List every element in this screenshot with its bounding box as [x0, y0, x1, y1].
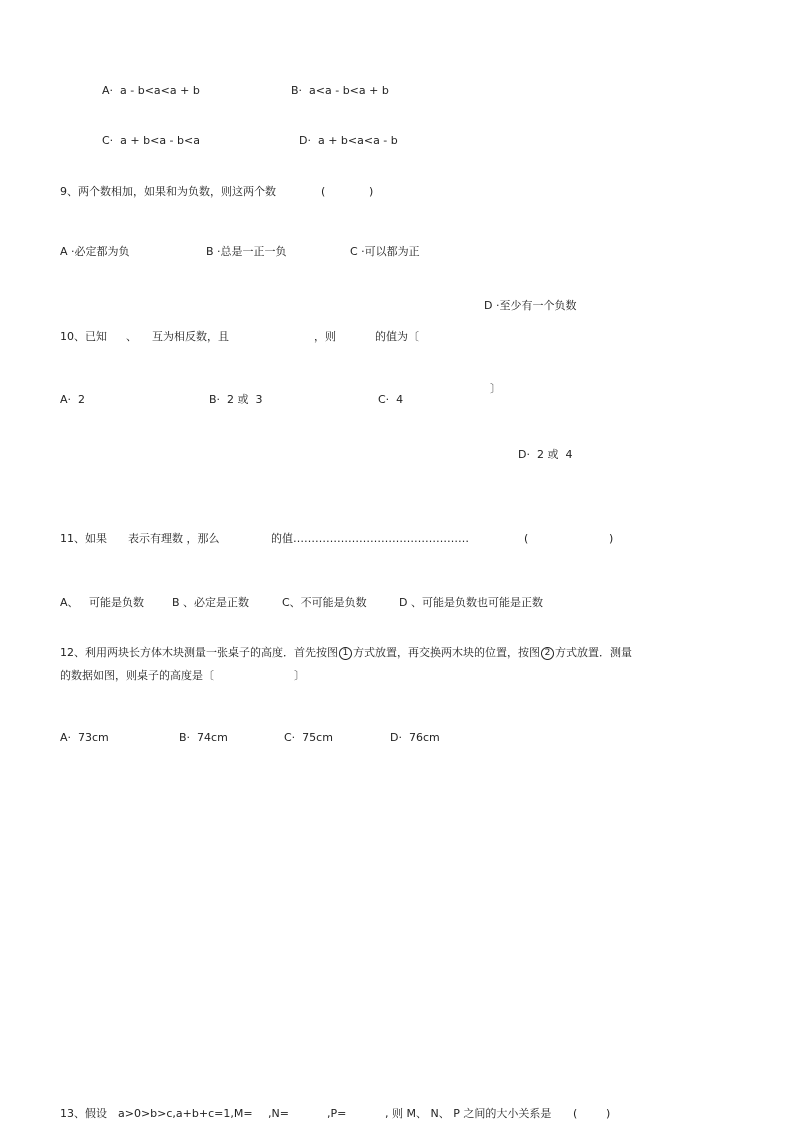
- q12-stem-text-a: 12、利用两块长方体木块测量一张桌子的高度．首先按图: [60, 646, 338, 659]
- q8-option-d: D· a + b<a<a - b: [299, 134, 398, 147]
- q10-stem-part-3: 互为相反数，且: [152, 330, 229, 343]
- q9-paren-close: ): [369, 185, 374, 198]
- q13-paren-open: (: [573, 1107, 578, 1120]
- q13-stem-part-4: ,P=: [327, 1107, 347, 1120]
- q11-stem-part-1: 11、如果: [60, 532, 107, 545]
- q11-stem-part-3: 的值…………………………………………: [271, 532, 469, 545]
- q12-stem-line-1: [60, 646, 632, 660]
- q10-stem-part-5: 的值为〔: [375, 330, 419, 343]
- q12-option-c: C· 75cm: [284, 731, 333, 744]
- q13-paren-close: ): [606, 1107, 611, 1120]
- q12-option-b: B· 74cm: [179, 731, 228, 744]
- q11-stem-part-2: 表示有理数 ，那么: [128, 532, 220, 545]
- q11-paren-open: (: [524, 532, 529, 545]
- q11-option-d: D 、可能是负数也可能是正数: [399, 596, 543, 609]
- q13-stem-part-3: ,N=: [268, 1107, 289, 1120]
- q13-stem-part-2: a>0>b>c,a+b+c=1,M=: [118, 1107, 253, 1120]
- q10-stem-part-2: 、: [126, 330, 137, 343]
- q9-option-d: D ·至少有一个负数: [484, 299, 577, 312]
- q9-paren-open: (: [321, 185, 326, 198]
- q10-bracket-close: 〕: [490, 382, 501, 395]
- q12-option-a: A· 73cm: [60, 731, 109, 744]
- q12-stem-text-c: 方式放置．测量: [555, 646, 632, 659]
- figure-1-marker: 1: [339, 647, 352, 660]
- q12-stem-text-b: 方式放置，再交换两木块的位置，按图: [353, 646, 540, 659]
- q11-paren-close: ): [609, 532, 614, 545]
- q12-stem-line-2: 的数据如图，则桌子的高度是〔: [60, 669, 214, 682]
- q10-option-a: A· 2: [60, 393, 86, 406]
- q8-option-b: B· a<a - b<a + b: [291, 84, 389, 97]
- q11-option-c: C、不可能是负数: [282, 596, 367, 609]
- q10-stem-part-4: ，则: [314, 330, 336, 343]
- q10-option-d: D· 2 或 4: [518, 448, 573, 461]
- q13-stem-part-1: 13、假设: [60, 1107, 107, 1120]
- q9-stem: 9、两个数相加，如果和为负数，则这两个数: [60, 185, 276, 198]
- q9-option-a: A ·必定都为负: [60, 245, 130, 258]
- q9-option-c: C ·可以都为正: [350, 245, 420, 258]
- q9-option-b: B ·总是一正一负: [206, 245, 287, 258]
- q11-option-b: B 、必定是正数: [172, 596, 250, 609]
- q10-option-b: B· 2 或 3: [209, 393, 263, 406]
- q8-option-c: C· a + b<a - b<a: [102, 134, 200, 147]
- figure-2-marker: 2: [541, 647, 554, 660]
- q12-option-d: D· 76cm: [390, 731, 440, 744]
- q13-stem-part-5: , 则 M、 N、 P 之间的大小关系是: [385, 1107, 552, 1120]
- q10-option-c: C· 4: [378, 393, 404, 406]
- q12-bracket-close: 〕: [294, 669, 305, 682]
- q11-option-a: A、 可能是负数: [60, 596, 145, 609]
- q8-option-a: A· a - b<a<a + b: [102, 84, 200, 97]
- q10-stem-part-1: 10、已知: [60, 330, 107, 343]
